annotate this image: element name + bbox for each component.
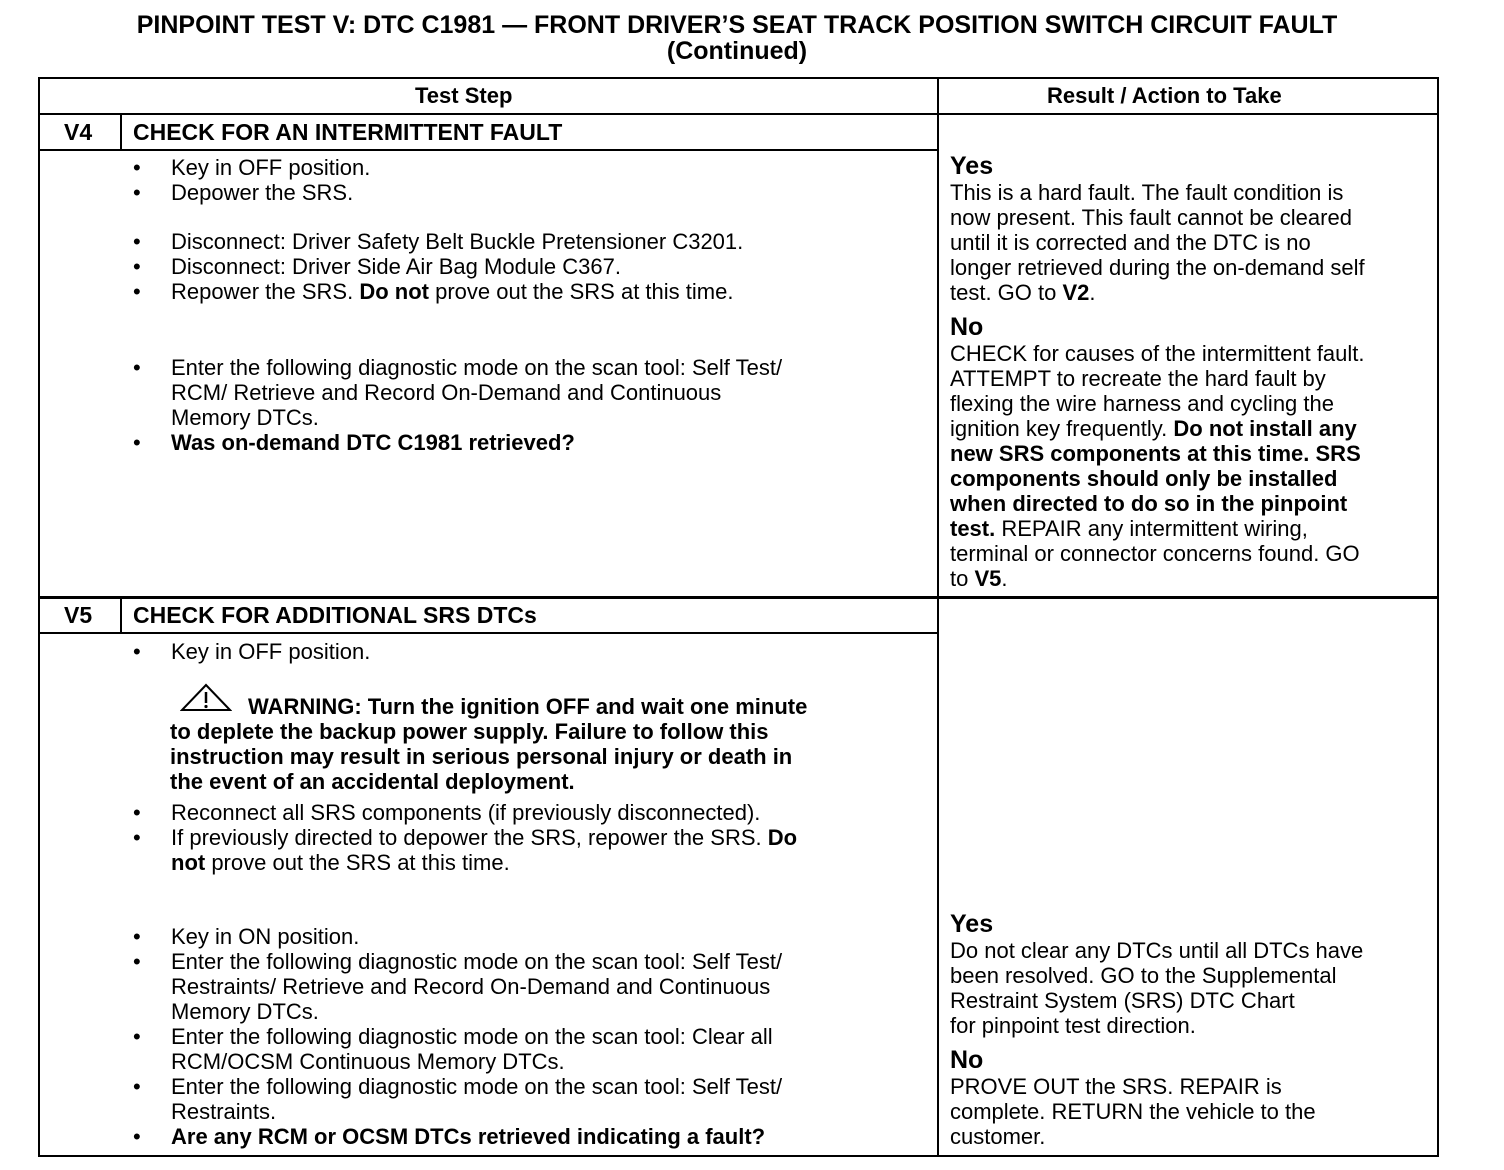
v4-id-divider (120, 113, 122, 150)
v5-step-id: V5 (64, 602, 93, 628)
header-result: Result / Action to Take (1047, 83, 1282, 108)
v5-id-divider (120, 598, 122, 633)
v4-yes-text: This is a hard fault. The fault condition is now present. This fault cannot be cleared until it is corrected and the DTC is no longer retrieved during the on-demand self test. GO to V2. (950, 180, 1365, 305)
table-border-left (38, 77, 40, 1157)
column-divider (937, 77, 939, 1157)
header-test-step: Test Step (415, 83, 513, 108)
row-divider (38, 596, 1439, 599)
v4-no-text: CHECK for causes of the intermittent fault. ATTEMPT to recreate the hard fault by flexing the wire harness and cycling the ignition key frequently. Do not install any new SRS components at this time. SRS components should only be installed when directed to do so in the pinpoint test. REPAIR any intermittent wiring, terminal or connector concerns found. GO to V5. (950, 341, 1365, 591)
v5-no-label: No (950, 1046, 984, 1074)
v5-yes-label: Yes (950, 910, 994, 938)
v4-heading: CHECK FOR AN INTERMITTENT FAULT (133, 119, 563, 145)
table-border-bottom (38, 1155, 1439, 1157)
v4-heading-divider (38, 149, 938, 151)
v4-yes-label: Yes (950, 152, 994, 180)
v5-heading: CHECK FOR ADDITIONAL SRS DTCs (133, 602, 537, 628)
v5-no-text: PROVE OUT the SRS. REPAIR is complete. RETURN the vehicle to the customer. (950, 1074, 1316, 1149)
warning-text: WARNING: Turn the ignition OFF and wait one minute to deplete the backup power supply. Failure to follow this instruction may result in serious personal injury or death in the event of an accidental deployment. (170, 694, 808, 794)
v4-step-id: V4 (64, 119, 93, 145)
table-border-top (38, 77, 1439, 79)
v5-heading-divider (38, 632, 938, 634)
header-divider (38, 113, 1439, 115)
page-title (0, 12, 1474, 64)
table-border-right (1437, 77, 1439, 1157)
v4-no-label: No (950, 313, 984, 341)
title-line-2: (Continued) (666, 37, 808, 65)
title-line-1: PINPOINT TEST V: DTC C1981 — FRONT DRIVER’S SEAT TRACK POSITION SWITCH CIRCUIT FAULT (136, 11, 1338, 39)
v5-yes-text: Do not clear any DTCs until all DTCs have been resolved. GO to the Supplemental Restraint System (SRS) DTC Chart for pinpoint test direction. (950, 938, 1364, 1038)
